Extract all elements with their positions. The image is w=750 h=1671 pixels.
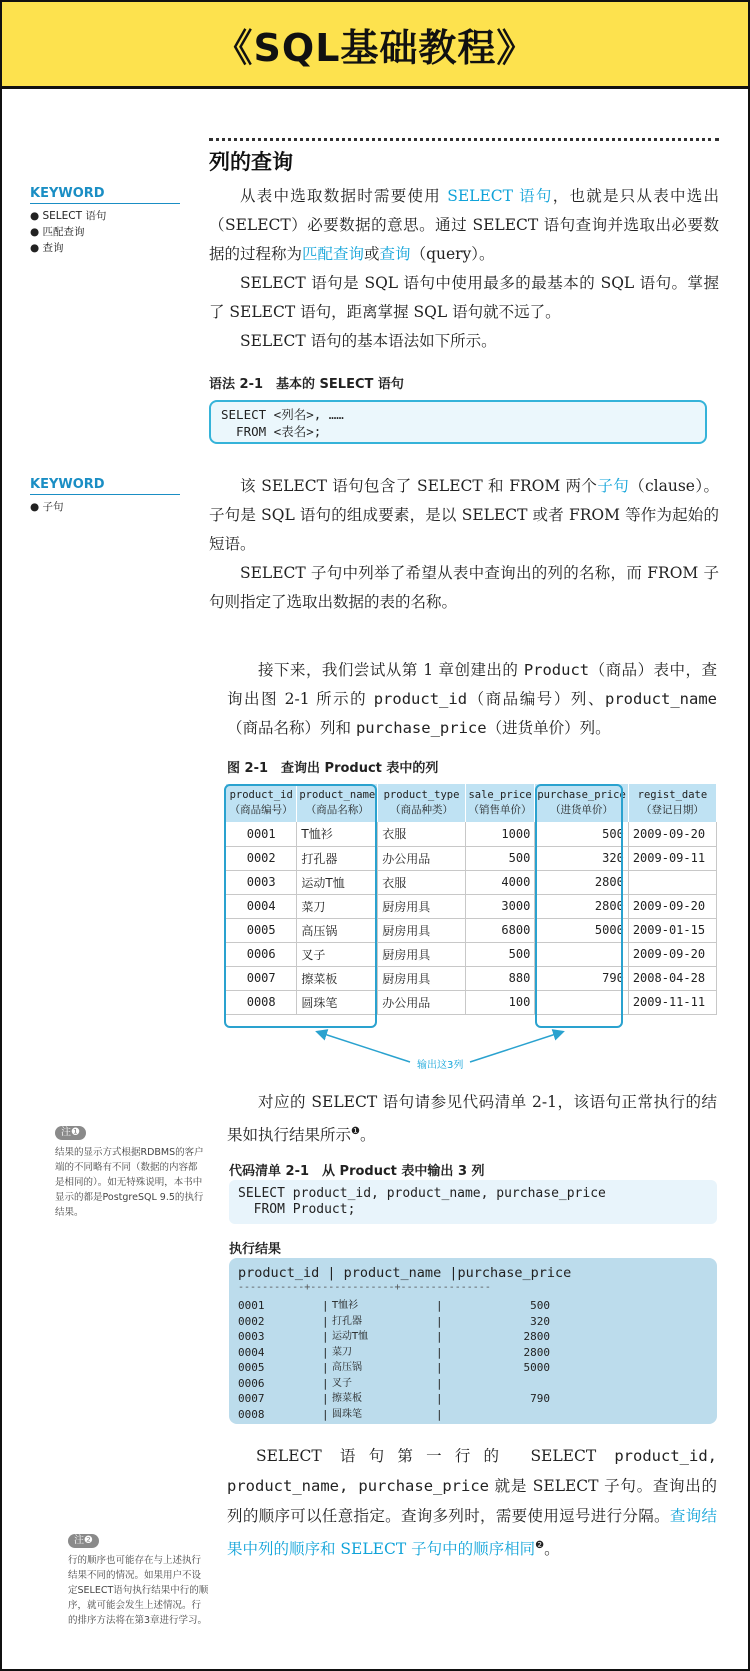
- result-cell: 500: [530, 1299, 550, 1312]
- note-1: [55, 1120, 205, 1220]
- result-cell: 0006: [238, 1376, 265, 1390]
- section-divider: [209, 138, 719, 141]
- result-divider: |: [436, 1407, 443, 1421]
- result-divider: |: [322, 1330, 329, 1343]
- table-cell: 2009-11-11: [628, 990, 716, 1014]
- table-cell: 320: [535, 846, 629, 870]
- text: （商品）表中，查询出图 2-1 所示的: [227, 661, 717, 708]
- paragraph-select-clause: SELECT 子句中列举了希望从表中查询出的列的名称，而 FROM 子句则指定了选取出数据的表的名称。: [209, 564, 719, 611]
- result-caption: 执行结果: [229, 1242, 282, 1257]
- note-badge: 注❶: [55, 1126, 86, 1140]
- result-divider: |: [322, 1392, 329, 1405]
- result-divider: |: [322, 1299, 329, 1312]
- column-name: sale_price: [468, 789, 532, 801]
- paragraph-select-basic: SELECT 语句是 SQL 语句中使用最多的最基本的 SQL 语句。掌握了 SELECT 语句，距离掌握 SQL 语句就不远了。: [209, 274, 719, 321]
- table-cell: 0003: [226, 870, 297, 894]
- result-divider: |: [436, 1376, 443, 1390]
- result-row: [238, 1298, 717, 1314]
- result-cell: 0001: [238, 1299, 265, 1312]
- result-divider: |: [322, 1361, 329, 1374]
- table-cell: 2009-09-11: [628, 846, 716, 870]
- table-cell: 衣服: [378, 870, 466, 894]
- column-name: regist_date: [637, 789, 708, 801]
- text: 或: [364, 245, 380, 263]
- table-cell: 运动T恤: [297, 870, 378, 894]
- column-name-cn: （商品种类）: [390, 804, 453, 816]
- result-row: [238, 1376, 717, 1392]
- table-cell: 0007: [226, 966, 297, 990]
- keyword-text: SELECT 语句: [42, 210, 107, 222]
- table-cell: 0008: [226, 990, 297, 1014]
- keyword-inline: SELECT 语句: [447, 187, 553, 205]
- table-cell: 3000: [465, 894, 535, 918]
- result-cell: T恤衫: [332, 1300, 359, 1311]
- result-divider: |: [322, 1376, 329, 1390]
- listing-caption: 代码清单 2-1 从 Product 表中输出 3 列: [229, 1164, 485, 1179]
- result-divider: |: [322, 1314, 329, 1328]
- table-cell: 2008-04-28: [628, 966, 716, 990]
- result-divider: |: [436, 1345, 443, 1359]
- keyword-inline: 子句: [597, 477, 630, 495]
- keyword-text: 匹配查询: [42, 226, 85, 238]
- paragraph-syntax-lead: SELECT 语句的基本语法如下所示。: [240, 332, 497, 350]
- result-cell: 菜刀: [332, 1346, 352, 1358]
- table-cell: 0006: [226, 942, 297, 966]
- text: SELECT 语句第一行的 SELECT: [256, 1447, 615, 1465]
- result-cell: 0002: [238, 1314, 265, 1328]
- text: 从表中选取数据时需要使用: [240, 187, 448, 205]
- result-cell: 0008: [238, 1407, 265, 1421]
- table-cell: 2009-01-15: [628, 918, 716, 942]
- table-cell: 厨房用具: [378, 894, 466, 918]
- keyword-title: KEYWORD: [30, 186, 180, 204]
- paragraph-product-query: [227, 656, 717, 743]
- paragraph-select-intro: [209, 182, 719, 269]
- result-cell: 0003: [238, 1330, 265, 1343]
- table-cell: 2009-09-20: [628, 822, 716, 846]
- table-cell: 菜刀: [297, 894, 378, 918]
- syntax-box: [209, 400, 707, 444]
- result-header: product_id | product_name |purchase_price: [238, 1265, 572, 1281]
- keyword-inline: 查询结果中列的顺序和 SELECT 子句中的顺序相同: [227, 1507, 717, 1559]
- title-banner: [2, 2, 748, 89]
- result-cell: 0004: [238, 1345, 265, 1359]
- keyword-box: [30, 186, 180, 256]
- note-badge: 注❷: [68, 1534, 99, 1548]
- text: 。: [544, 1540, 560, 1559]
- result-cell: 打孔器: [332, 1315, 362, 1327]
- note-text: 行的顺序也可能存在与上述执行结果不同的情况。如果用户不设定SELECT语句执行结果中行的顺序，就可能会发生上述情况。行的排序方法将在第3章进行学习。: [68, 1555, 209, 1626]
- footnote-marker: ❶: [351, 1126, 360, 1137]
- result-separator: -----------+--------------+---------------: [238, 1282, 491, 1293]
- result-cell: 5000: [523, 1361, 550, 1374]
- result-row: [238, 1345, 717, 1361]
- result-row: [238, 1360, 717, 1376]
- keyword-inline: 匹配查询: [302, 245, 365, 263]
- table-cell: 高压锅: [297, 918, 378, 942]
- table-cell: 圆珠笔: [297, 990, 378, 1014]
- syntax-caption: 语法 2-1 基本的 SELECT 语句: [209, 377, 404, 392]
- result-cell: 擦菜板: [332, 1393, 362, 1404]
- column-header: [465, 784, 535, 822]
- table-cell: 厨房用具: [378, 966, 466, 990]
- table-cell: 打孔器: [297, 846, 378, 870]
- column-name: product_name: [299, 789, 376, 801]
- section-title: 列的查询: [209, 150, 293, 174]
- result-cell: 圆珠笔: [332, 1408, 362, 1420]
- code-listing: [229, 1180, 717, 1224]
- result-divider: |: [436, 1299, 443, 1312]
- keyword-item: ● 查询: [30, 242, 64, 254]
- arrow-left: [318, 1032, 410, 1062]
- result-cell: 320: [530, 1314, 550, 1328]
- figure-caption: 图 2-1 查询出 Product 表中的列: [227, 761, 439, 776]
- column-name-cn: （登记日期）: [640, 804, 704, 816]
- text: 该 SELECT 语句包含了 SELECT 和 FROM 两个: [240, 477, 598, 495]
- table-cell: 500: [465, 846, 535, 870]
- table-cell: 500: [465, 942, 535, 966]
- highlight-product-columns: [224, 784, 377, 1028]
- result-divider: |: [436, 1330, 443, 1343]
- table-cell: 叉子: [297, 942, 378, 966]
- code-line: FROM Product;: [238, 1202, 356, 1217]
- text: （进货单价）列。: [486, 719, 611, 737]
- syntax-line: FROM <表名>;: [221, 424, 322, 439]
- result-divider: |: [436, 1361, 443, 1374]
- table-cell: 2009-09-20: [628, 894, 716, 918]
- column-name: product_id: [229, 789, 293, 801]
- text: （商品编号）列、: [467, 690, 605, 708]
- table-cell: 办公用品: [378, 990, 466, 1014]
- table-cell: 2800: [535, 894, 629, 918]
- paragraph-listing-ref: 对应的 SELECT 语句请参见代码清单 2-1，该语句正常执行的结果如执行结果所示$^❶$。: [227, 1093, 717, 1145]
- paragraph-clause: [209, 472, 719, 559]
- result-cell: 790: [530, 1392, 550, 1405]
- result-cell: 运动T恤: [332, 1331, 369, 1342]
- table-cell: [628, 870, 716, 894]
- table-cell: 790: [535, 966, 629, 990]
- result-divider: |: [322, 1407, 329, 1421]
- code-inline: product_id: [373, 690, 468, 708]
- table-cell: 办公用品: [378, 846, 466, 870]
- table-cell: 2009-09-20: [628, 942, 716, 966]
- page-title: 《SQL基础教程》: [214, 25, 536, 70]
- table-cell: 0004: [226, 894, 297, 918]
- table-cell: 2800: [535, 870, 629, 894]
- arrow-right: [470, 1032, 562, 1062]
- result-box: [229, 1258, 717, 1424]
- highlight-purchase-price: [535, 784, 623, 1028]
- result-cell: 2800: [523, 1330, 550, 1343]
- column-name-cn: （商品名称）: [305, 804, 369, 816]
- table-cell: 6800: [465, 918, 535, 942]
- column-name-cn: （销售单价）: [468, 804, 532, 816]
- text: （query）。: [410, 245, 495, 263]
- table-cell: 0001: [226, 822, 297, 846]
- table-cell: 厨房用具: [378, 942, 466, 966]
- result-cell: 高压锅: [332, 1362, 362, 1373]
- footnote-marker: ❷: [535, 1540, 545, 1551]
- result-row: [238, 1314, 717, 1330]
- keyword-inline: 查询: [379, 245, 411, 263]
- result-row: [238, 1329, 717, 1345]
- figure-annotation: 输出这3列: [417, 1060, 464, 1071]
- code-inline: product_name: [605, 690, 717, 708]
- table-cell: 880: [465, 966, 535, 990]
- result-cell: [446, 1376, 550, 1392]
- table-cell: 5000: [535, 918, 629, 942]
- result-divider: |: [436, 1314, 443, 1328]
- keyword-item: ● SELECT 语句: [30, 210, 107, 222]
- code-line: SELECT product_id, product_name, purchase_price: [238, 1186, 606, 1201]
- table-cell: 500: [535, 822, 629, 846]
- text: （商品名称）列和: [227, 719, 356, 737]
- column-name: product_type: [383, 789, 460, 801]
- keyword-title: KEYWORD: [30, 477, 180, 495]
- table-cell: 1000: [465, 822, 535, 846]
- note-text: 结果的显示方式根据RDBMS的客户端的不同略有不同（数据的内容都是相同的）。如无特殊说明，本书中显示的都是PostgreSQL 9.5的执行结果。: [55, 1147, 204, 1218]
- table-cell: 0002: [226, 846, 297, 870]
- syntax-line: SELECT <列名>, ……: [221, 407, 344, 422]
- column-name: purchase_price: [537, 789, 626, 801]
- table-cell: 4000: [465, 870, 535, 894]
- code-inline: purchase_price: [355, 719, 487, 737]
- note-2: [68, 1528, 210, 1628]
- keyword-text: 查询: [42, 242, 64, 254]
- keyword-item: ● 匹配查询: [30, 226, 85, 238]
- text: 就是 SELECT 子句。查询出的列的顺序可以任意指定。查询多列时，需要使用逗号进行分隔。: [227, 1477, 717, 1525]
- column-name-cn: （进货单价）: [550, 804, 614, 816]
- keyword-text: 子句: [42, 501, 64, 513]
- text: （clause）。子句是 SQL 语句的组成要素，是以 SELECT 或者 FROM 等作为起始的短语。: [209, 477, 719, 553]
- result-cell: 0007: [238, 1392, 265, 1405]
- keyword-item: ● 子句: [30, 501, 64, 513]
- paragraph-column-order: [227, 1441, 717, 1564]
- result-divider: |: [436, 1392, 443, 1405]
- result-row: [238, 1407, 717, 1423]
- keyword-box: [30, 477, 180, 515]
- table-cell: 擦菜板: [297, 966, 378, 990]
- code-inline: Product: [523, 661, 590, 679]
- result-row: [238, 1391, 717, 1407]
- table-cell: 厨房用具: [378, 918, 466, 942]
- column-name-cn: （商品编号）: [229, 804, 293, 816]
- text: ，也就是只从表中选出（SELECT）必要数据的意思。通过 SELECT 语句查询并选取出必要数据的过程称为: [209, 187, 719, 263]
- column-header: [628, 784, 716, 822]
- table-cell: 100: [465, 990, 535, 1014]
- result-divider: |: [322, 1345, 329, 1359]
- result-cell: [446, 1407, 550, 1423]
- text: 对应的 SELECT 语句请参见代码清单 2-1，该语句正常执行的结果如执行结果所示: [227, 1093, 717, 1145]
- result-cell: 2800: [523, 1345, 550, 1359]
- code-inline: product_id, product_name, purchase_price: [227, 1447, 717, 1495]
- result-content: [238, 1264, 717, 1422]
- result-cell: 叉子: [332, 1377, 352, 1389]
- text: 接下来，我们尝试从第 1 章创建出的: [258, 661, 524, 679]
- column-header: [378, 784, 466, 822]
- table-cell: 0005: [226, 918, 297, 942]
- table-cell: 衣服: [378, 822, 466, 846]
- table-cell: T恤衫: [297, 822, 378, 846]
- result-cell: 0005: [238, 1361, 265, 1374]
